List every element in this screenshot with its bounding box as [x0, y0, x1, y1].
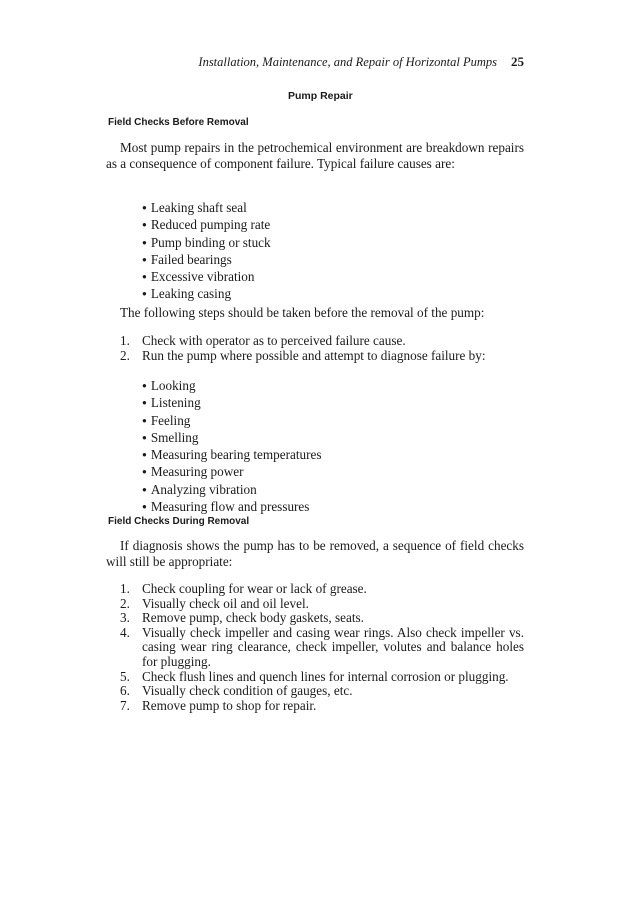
list-item: ● Listening	[106, 395, 524, 412]
list-item: ● Leaking shaft seal	[106, 200, 524, 217]
list-item: ● Analyzing vibration	[106, 482, 524, 499]
step-text: Check flush lines and quench lines for internal corrosion or plugging.	[142, 668, 509, 684]
section-title: Pump Repair	[288, 90, 353, 102]
step-number: 1.	[120, 581, 130, 596]
step-text: Check with operator as to perceived failure cause.	[142, 333, 406, 348]
list-item: ● Leaking casing	[106, 286, 524, 303]
list-item: ● Measuring flow and pressures	[106, 499, 524, 516]
step-text: Visually check condition of gauges, etc.	[142, 683, 353, 699]
list-item: ● Measuring power	[106, 464, 524, 481]
step-text: Visually check impeller and casing wear rings. Also check impeller vs. casing wear ring clearance, check impeller, volutes and balance holes for plugging.	[142, 624, 524, 669]
list-item: ● Feeling	[106, 413, 524, 430]
list-item: ● Smelling	[106, 430, 524, 447]
step-number: 2.	[120, 595, 130, 611]
list-item: ● Pump binding or stuck	[106, 235, 524, 252]
list-item: ● Excessive vibration	[106, 269, 524, 286]
step-text: Remove pump, check body gaskets, seats.	[142, 610, 364, 626]
list-item	[106, 349, 524, 364]
list-item: ● Reduced pumping rate	[106, 217, 524, 234]
list-item: ● Looking	[106, 378, 524, 395]
running-title: Installation, Maintenance, and Repair of Horizontal Pumps	[198, 55, 497, 69]
list-item: ● Measuring bearing temperatures	[106, 447, 524, 464]
pre-removal-steps	[106, 334, 524, 363]
during-removal-steps	[106, 582, 524, 713]
step-number: 4.	[120, 624, 130, 640]
list-item	[106, 626, 524, 670]
list-item: ● Failed bearings	[106, 252, 524, 269]
list-item	[106, 582, 524, 597]
step-text: Remove pump to shop for repair.	[142, 697, 317, 713]
step-number: 5.	[120, 668, 130, 684]
running-head	[120, 54, 524, 70]
page-number: 25	[511, 54, 524, 69]
subheading-during-removal: Field Checks During Removal	[108, 516, 250, 527]
step-text: Run the pump where possible and attempt to diagnose failure by:	[142, 347, 486, 363]
subheading-before-removal: Field Checks Before Removal	[108, 117, 249, 128]
intro-paragraph-during	[106, 538, 524, 570]
list-item	[106, 684, 524, 699]
list-item	[106, 699, 524, 714]
steps-intro-text: The following steps should be taken before the removal of the pump:	[120, 305, 485, 320]
intro-text: If diagnosis shows the pump has to be removed, a sequence of field checks will still be appropriate:	[106, 538, 524, 569]
step-text: Visually check oil and oil level.	[142, 595, 309, 611]
intro-text: Most pump repairs in the petrochemical environment are breakdown repairs as a consequence of component failure. Typical failure causes are:	[106, 140, 524, 171]
step-number: 3.	[120, 610, 130, 626]
steps-intro-paragraph	[106, 305, 524, 321]
step-text: Check coupling for wear or lack of grease.	[142, 581, 367, 596]
list-item	[106, 334, 524, 349]
list-item	[106, 670, 524, 685]
list-item	[106, 611, 524, 626]
list-item	[106, 597, 524, 612]
step-number: 1.	[120, 333, 130, 348]
step-number: 2.	[120, 347, 130, 363]
diagnose-methods-list	[106, 378, 524, 516]
step-number: 7.	[120, 697, 130, 713]
failure-causes-list	[106, 200, 524, 304]
step-number: 6.	[120, 683, 130, 699]
intro-paragraph-before	[106, 140, 524, 172]
